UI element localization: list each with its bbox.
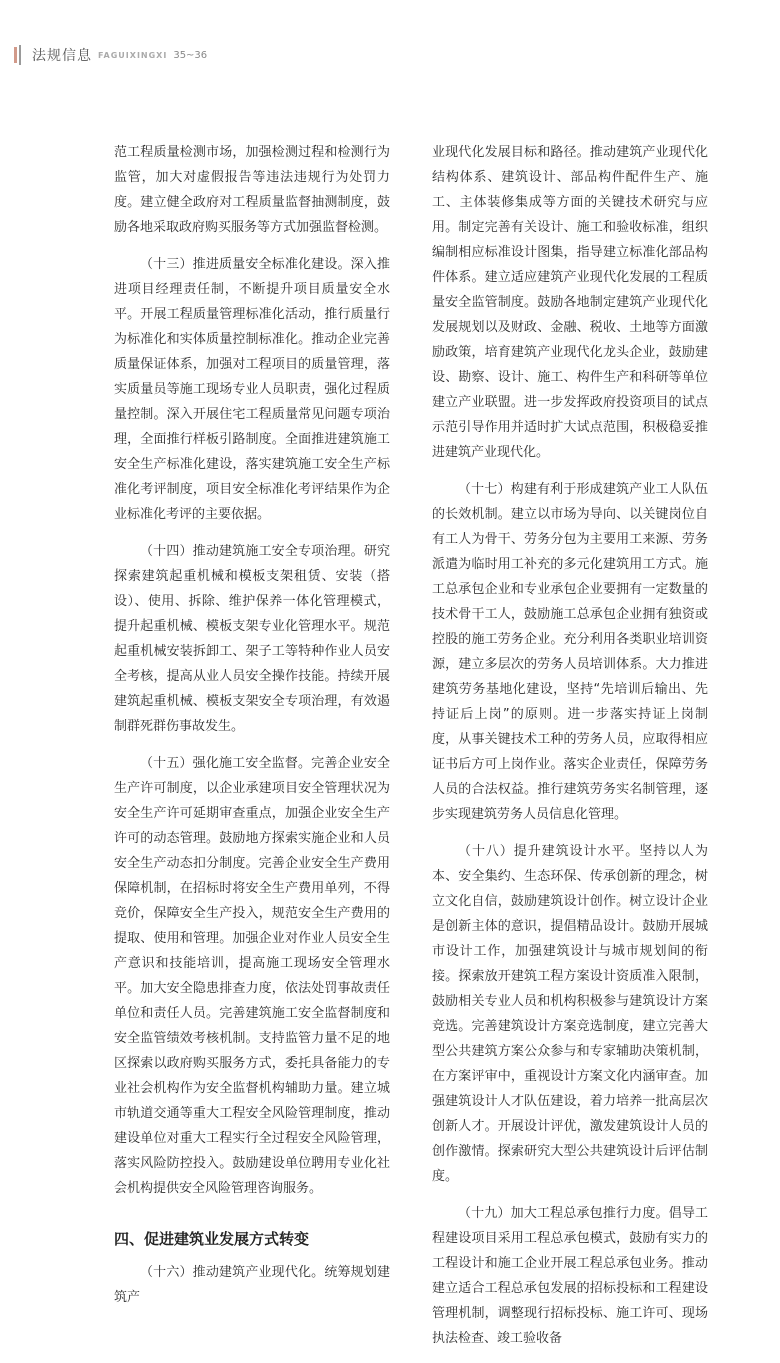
paragraph: 业现代化发展目标和路径。推动建筑产业现代化结构体系、建筑设计、部品构件配件生产、施工、主体装修集成等方面的关键技术研究与应用。制定完善有关设计、施工和验收标准，组织编制相应标准设计图集，指导建立标准化部品构件体系。建立适应建筑产业现代化发展的工程质量安全监管制度。鼓励各地制定建筑产业现代化发展规划以及财政、金融、税收、土地等方面激励政策，培育建筑产业现代化龙头企业，鼓励建设、勘察、设计、施工、构件生产和科研等单位建立产业联盟。进一步发挥政府投资项目的试点示范引导作用并适时扩大试点范围，积极稳妥推进建筑产业现代化。 (432, 145, 708, 460)
paragraph: （十九）加大工程总承包推行力度。倡导工程建设项目采用工程总承包模式，鼓励有实力的工程设计和施工企业开展工程总承包业务。推动建立适合工程总承包发展的招标投标和工程建设管理机制，调整现行招标投标、施工许可、现场执法检查、竣工验收备 (432, 1206, 708, 1346)
page-range: 35~36 (173, 49, 208, 61)
section-marker-icon (14, 45, 26, 65)
paragraph: （十四）推动建筑施工安全专项治理。研究探索建筑起重机械和模板支架租赁、安装（搭设）、使用、拆除、维护保养一体化管理模式，提升起重机械、模板支架专业化管理水平。规范起重机械安装拆卸工、架子工等特种作业人员安全考核，提高从业人员安全操作技能。持续开展建筑起重机械、模板支架安全专项治理，有效遏制群死群伤事故发生。 (114, 544, 390, 734)
paragraph: （十八）提升建筑设计水平。坚持以人为本、安全集约、生态环保、传承创新的理念，树立文化自信，鼓励建筑设计创作。树立设计企业是创新主体的意识，提倡精品设计。鼓励开展城市设计工作，加强建筑设计与城市规划间的衔接。探索放开建筑工程方案设计资质准入限制，鼓励相关专业人员和机构积极参与建筑设计方案竞选。完善建筑设计方案竞选制度，建立完善大型公共建筑方案公众参与和专家辅助决策机制，在方案评审中，重视设计方案文化内涵审查。加强建筑设计人才队伍建设，着力培养一批高层次创新人才。开展设计评优，激发建筑设计人员的创作激情。探索研究大型公共建筑设计后评估制度。 (432, 844, 708, 1184)
left-column (114, 140, 390, 1322)
paragraph: （十六）推动建筑产业现代化。统筹规划建筑产 (114, 1265, 390, 1305)
right-column (432, 140, 708, 1363)
page-header (14, 44, 207, 66)
paragraph: 范工程质量检测市场，加强检测过程和检测行为监管，加大对虚假报告等违法违规行为处罚力度。建立健全政府对工程质量监督抽测制度，鼓励各地采取政府购买服务等方式加强监督检测。 (114, 145, 390, 235)
paragraph: （十三）推进质量安全标准化建设。深入推进项目经理责任制，不断提升项目质量安全水平。开展工程质量管理标准化活动，推行质量行为标准化和实体质量控制标准化。推动企业完善质量保证体系，加强对工程项目的质量管理，落实质量员等施工现场专业人员职责，强化过程质量控制。深入开展住宅工程质量常见问题专项治理，全面推行样板引路制度。全面推进建筑施工安全生产标准化建设，落实建筑施工安全生产标准化考评制度，项目安全标准化考评结果作为企业标准化考评的主要依据。 (114, 257, 390, 522)
section-pinyin: FAGUIXINGXI (98, 50, 168, 60)
paragraph: （十五）强化施工安全监督。完善企业安全生产许可制度，以企业承建项目安全管理状况为安全生产许可延期审查重点，加强企业安全生产许可的动态管理。鼓励地方探索实施企业和人员安全生产动态扣分制度。完善企业安全生产费用保障机制，在招标时将安全生产费用单列，不得竞价，保障安全生产投入，规范安全生产费用的提取、使用和管理。加强企业对作业人员安全生产意识和技能培训，提高施工现场安全管理水平。加大安全隐患排查力度，依法处罚事故责任单位和责任人员。完善建筑施工安全监督制度和安全监管绩效考核机制。支持监管力量不足的地区探索以政府购买服务方式，委托具备能力的专业社会机构作为安全监督机构辅助力量。建立城市轨道交通等重大工程安全风险管理制度，推动建设单位对重大工程实行全过程安全风险管理，落实风险防控投入。鼓励建设单位聘用专业化社会机构提供安全风险管理咨询服务。 (114, 756, 390, 1196)
section-heading: 四、促进建筑业发展方式转变 (114, 1230, 310, 1248)
section-title: 法规信息 (32, 48, 92, 64)
paragraph: （十七）构建有利于形成建筑产业工人队伍的长效机制。建立以市场为导向、以关键岗位自有工人为骨干、劳务分包为主要用工来源、劳务派遣为临时用工补充的多元化建筑用工方式。施工总承包企业和专业承包企业要拥有一定数量的技术骨干工人，鼓励施工总承包企业拥有独资或控股的施工劳务企业。充分利用各类职业培训资源，建立多层次的劳务人员培训体系。大力推进建筑劳务基地化建设，坚持“先培训后输出、先持证后上岗”的原则。进一步落实持证上岗制度，从事关键技术工种的劳务人员，应取得相应证书后方可上岗作业。落实企业责任，保障劳务人员的合法权益。推行建筑劳务实名制管理，逐步实现建筑劳务人员信息化管理。 (432, 482, 708, 822)
